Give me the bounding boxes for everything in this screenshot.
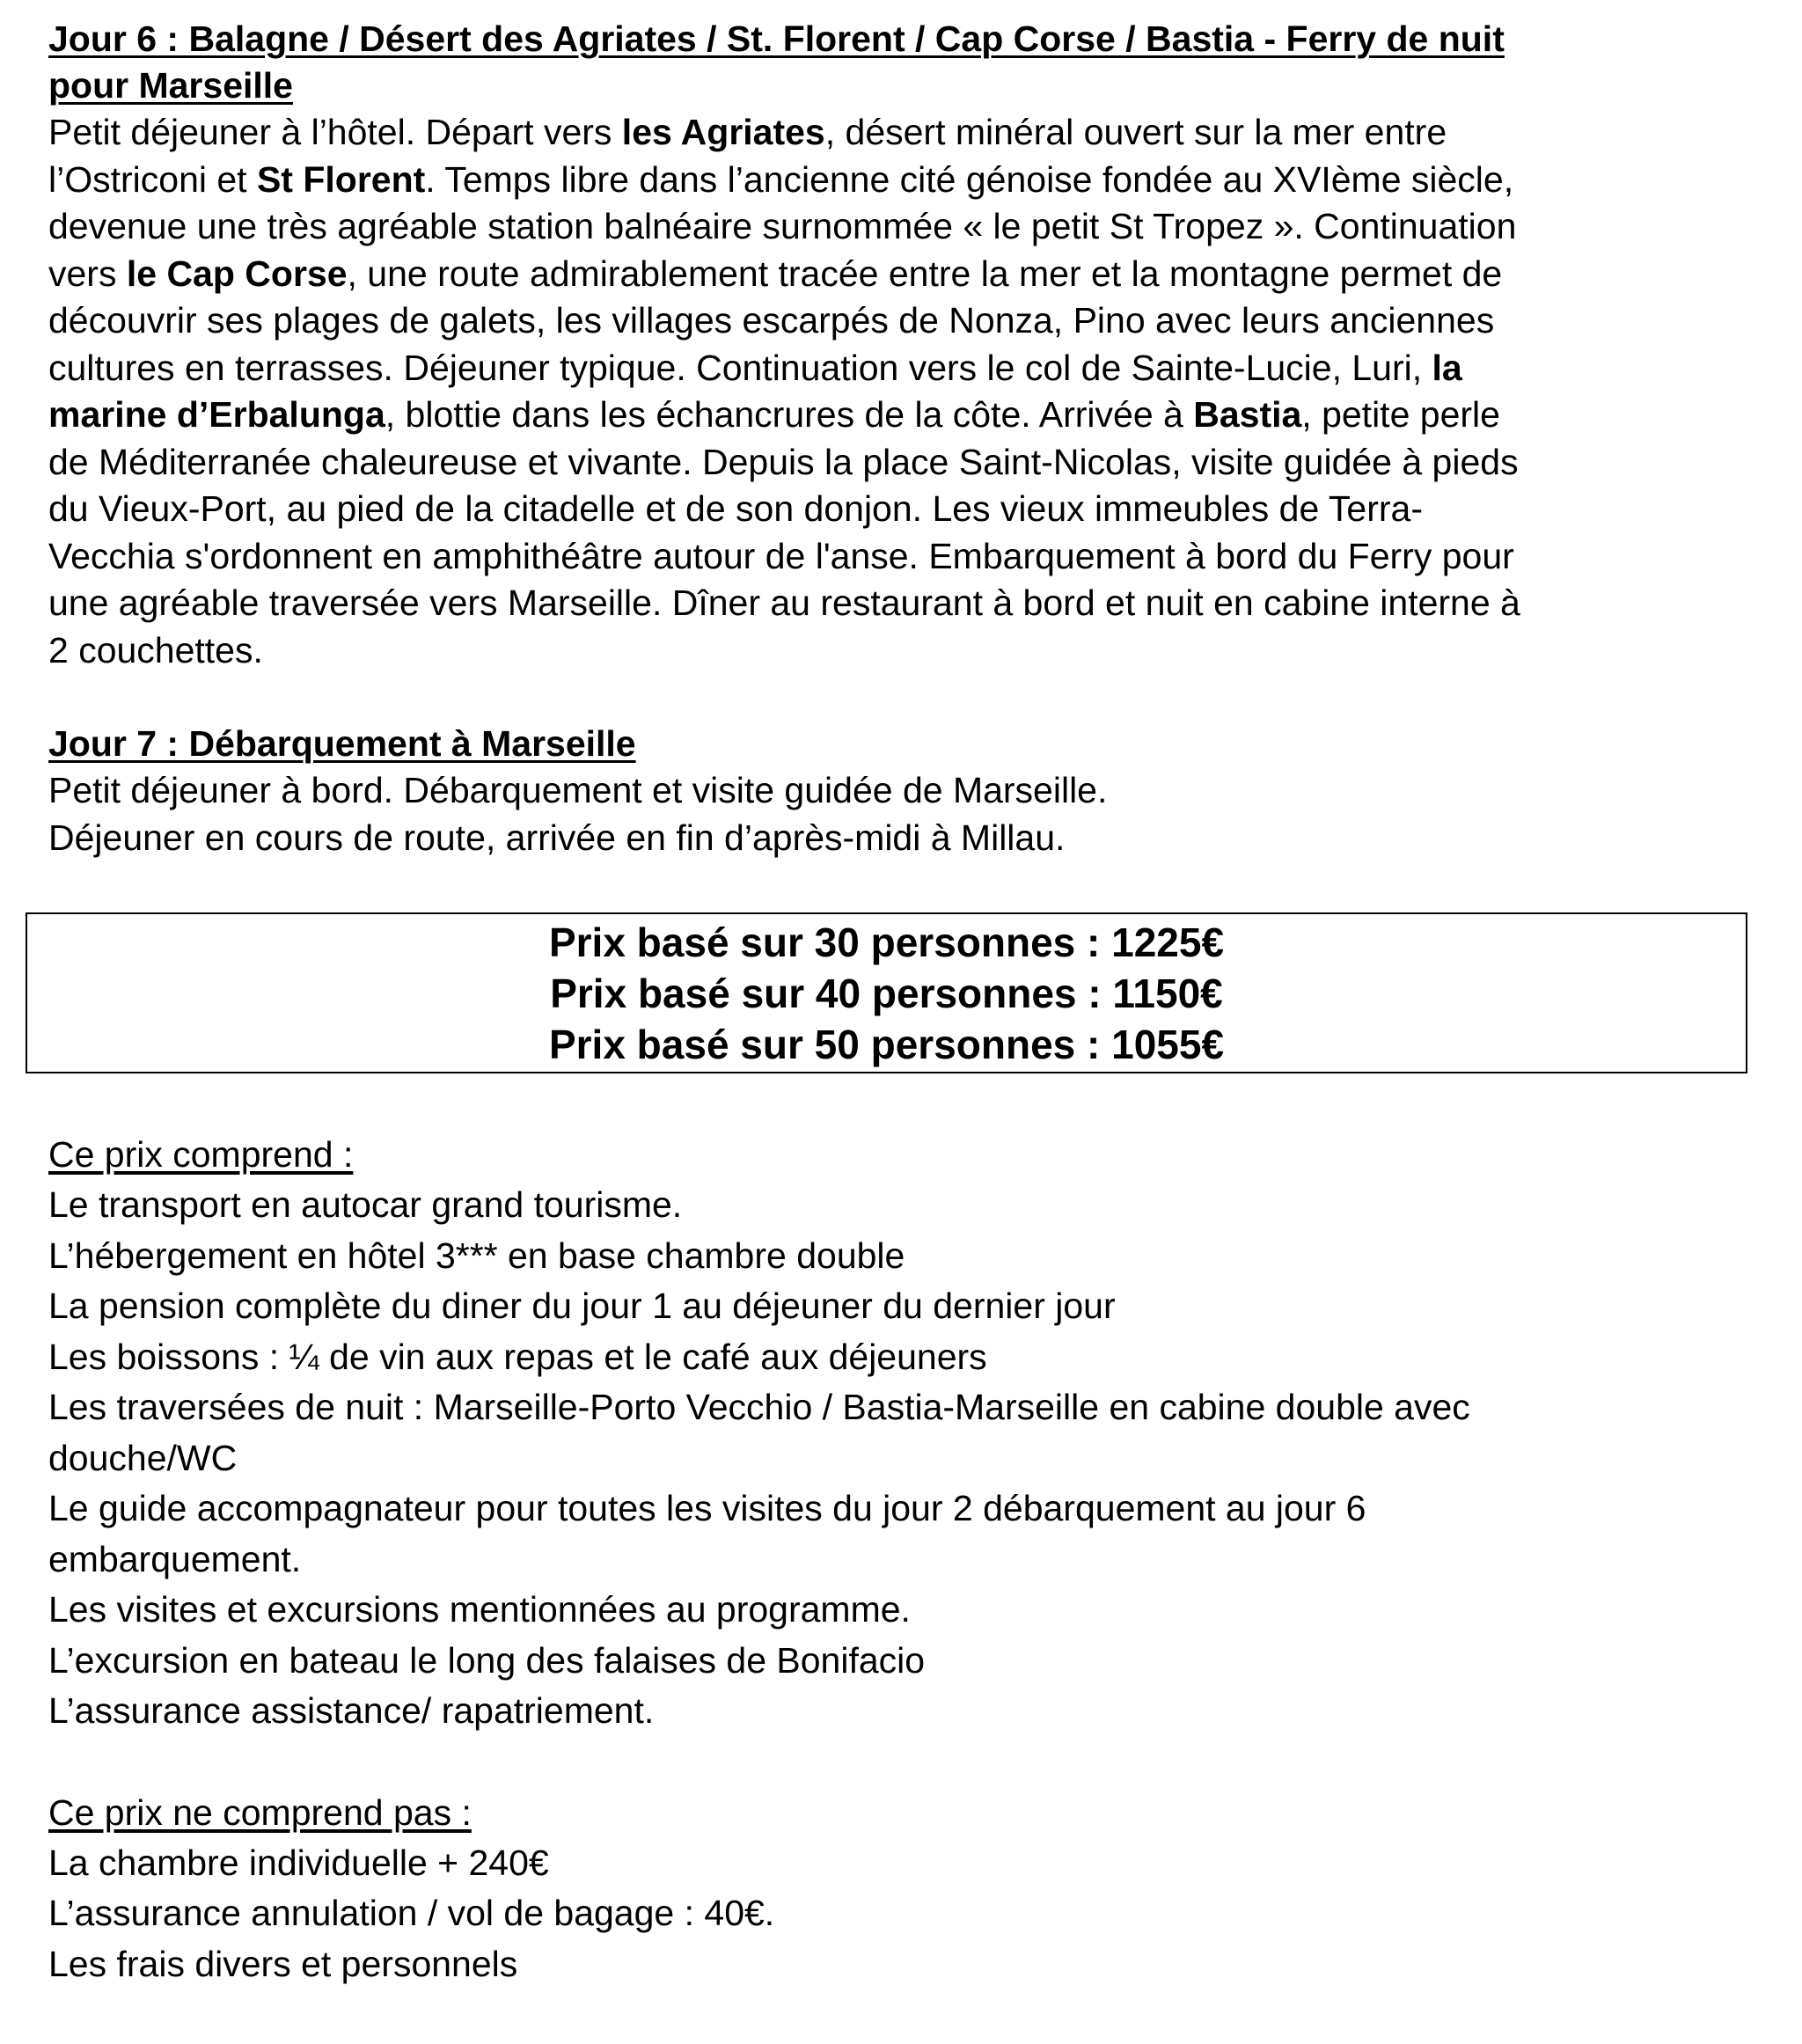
text-run: du Vieux-Port, au pied de la citadelle et de son donjon. Les vieux immeubles de Terra-: [48, 488, 1423, 529]
bold-place-name: Bastia: [1193, 394, 1302, 435]
price-line: Prix basé sur 40 personnes : 1150€: [550, 970, 1223, 1016]
excludes-heading: Ce prix ne comprend pas :: [48, 1791, 472, 1833]
day6-text-line: [48, 251, 1764, 298]
bold-place-name: le Cap Corse: [126, 253, 348, 294]
includes-item: Les traversées de nuit : Marseille-Porto Vecchio / Bastia-Marseille en cabine double avec: [48, 1387, 1470, 1427]
day7-line: Déjeuner en cours de route, arrivée en fin d’après-midi à Millau.: [48, 817, 1066, 858]
price-details: [48, 1129, 1764, 1989]
bold-place-name: les Agriates: [621, 112, 825, 152]
text-run: devenue une très agréable station balnéaire surnommée « le petit St Tropez ». Continuation: [48, 206, 1517, 246]
day6-section: [48, 16, 1764, 861]
bold-place-name: la: [1432, 347, 1462, 388]
includes-item: Le transport en autocar grand tourisme.: [48, 1184, 683, 1225]
includes-list: [48, 1180, 1764, 1737]
includes-item: Les boissons : ¼ de vin aux repas et le café aux déjeuners: [48, 1336, 987, 1377]
includes-item: Le guide accompagnateur pour toutes les visites du jour 2 débarquement au jour 6: [48, 1488, 1366, 1528]
day6-text-line: [48, 203, 1764, 251]
day6-text-line: [48, 157, 1764, 204]
text-run: 2 couchettes.: [48, 629, 263, 670]
price-box: [26, 912, 1747, 1073]
bold-place-name: St Florent: [256, 158, 426, 200]
text-run: vers: [48, 253, 127, 294]
text-run: , désert minéral ouvert sur la mer entre: [824, 112, 1447, 152]
includes-item: La pension complète du diner du jour 1 au déjeuner du dernier jour: [48, 1286, 1116, 1326]
text-run: . Temps libre dans l’ancienne cité génoise fondée au XVIème siècle,: [425, 158, 1514, 200]
text-run: de Méditerranée chaleureuse et vivante. Depuis la place Saint-Nicolas, visite guidée à pieds: [48, 441, 1519, 482]
day6-text-line: [48, 580, 1764, 627]
text-run: l’Ostriconi et: [48, 158, 257, 200]
day6-text-line: [48, 109, 1764, 157]
text-run: Vecchia s'ordonnent en amphithéâtre autour de l'anse. Embarquement à bord du Ferry pour: [48, 535, 1514, 576]
excludes-item: L’assurance annulation / vol de bagage : 40€.: [48, 1893, 775, 1933]
excludes-item: La chambre individuelle + 240€: [48, 1842, 549, 1883]
text-run: , petite perle: [1301, 394, 1500, 435]
text-run: , blottie dans les échancrures de la côte. Arrivée à: [385, 394, 1194, 435]
excludes-item: Les frais divers et personnels: [48, 1943, 518, 1984]
day6-text-line: [48, 297, 1764, 345]
includes-heading: Ce prix comprend :: [48, 1134, 354, 1175]
includes-item: L’assurance assistance/ rapatriement.: [48, 1690, 655, 1731]
day6-heading-line1: Jour 6 : Balagne / Désert des Agriates / St. Florent / Cap Corse / Bastia - Ferry de nuit: [48, 18, 1505, 59]
day6-text-line: [48, 392, 1764, 439]
includes-item: L’excursion en bateau le long des falaises de Bonifacio: [48, 1639, 926, 1681]
day6-text-line: [48, 486, 1764, 533]
day6-text-line: [48, 627, 1764, 675]
day6-text-line: [48, 533, 1764, 581]
text-run: Petit déjeuner à l’hôtel. Départ vers: [48, 112, 622, 152]
day7-heading: Jour 7 : Débarquement à Marseille: [48, 723, 636, 764]
text-run: découvrir ses plages de galets, les villages escarpés de Nonza, Pino avec leurs anciennes: [48, 300, 1495, 341]
day6-heading-line2: pour Marseille: [48, 65, 293, 106]
bold-place-name: marine d’Erbalunga: [48, 394, 385, 435]
price-line: Prix basé sur 50 personnes : 1055€: [548, 1021, 1225, 1067]
includes-item: douche/WC: [48, 1437, 238, 1478]
includes-item: embarquement.: [48, 1538, 302, 1579]
text-run: une agréable traversée vers Marseille. Dîner au restaurant à bord et nuit en cabine interne à: [48, 582, 1520, 623]
includes-item: Les visites et excursions mentionnées au programme.: [48, 1589, 911, 1630]
day6-description: [48, 109, 1764, 674]
includes-item: L’hébergement en hôtel 3*** en base chambre double: [48, 1234, 905, 1276]
day7-line: Petit déjeuner à bord. Débarquement et visite guidée de Marseille.: [48, 770, 1108, 810]
excludes-list: [48, 1838, 1764, 1990]
day6-text-line: [48, 345, 1764, 392]
text-run: , une route admirablement tracée entre la mer et la montagne permet de: [347, 253, 1503, 294]
price-line: Prix basé sur 30 personnes : 1225€: [548, 919, 1225, 965]
text-run: cultures en terrasses. Déjeuner typique. Continuation vers le col de Sainte-Lucie, Luri,: [48, 347, 1432, 388]
day6-text-line: [48, 439, 1764, 487]
